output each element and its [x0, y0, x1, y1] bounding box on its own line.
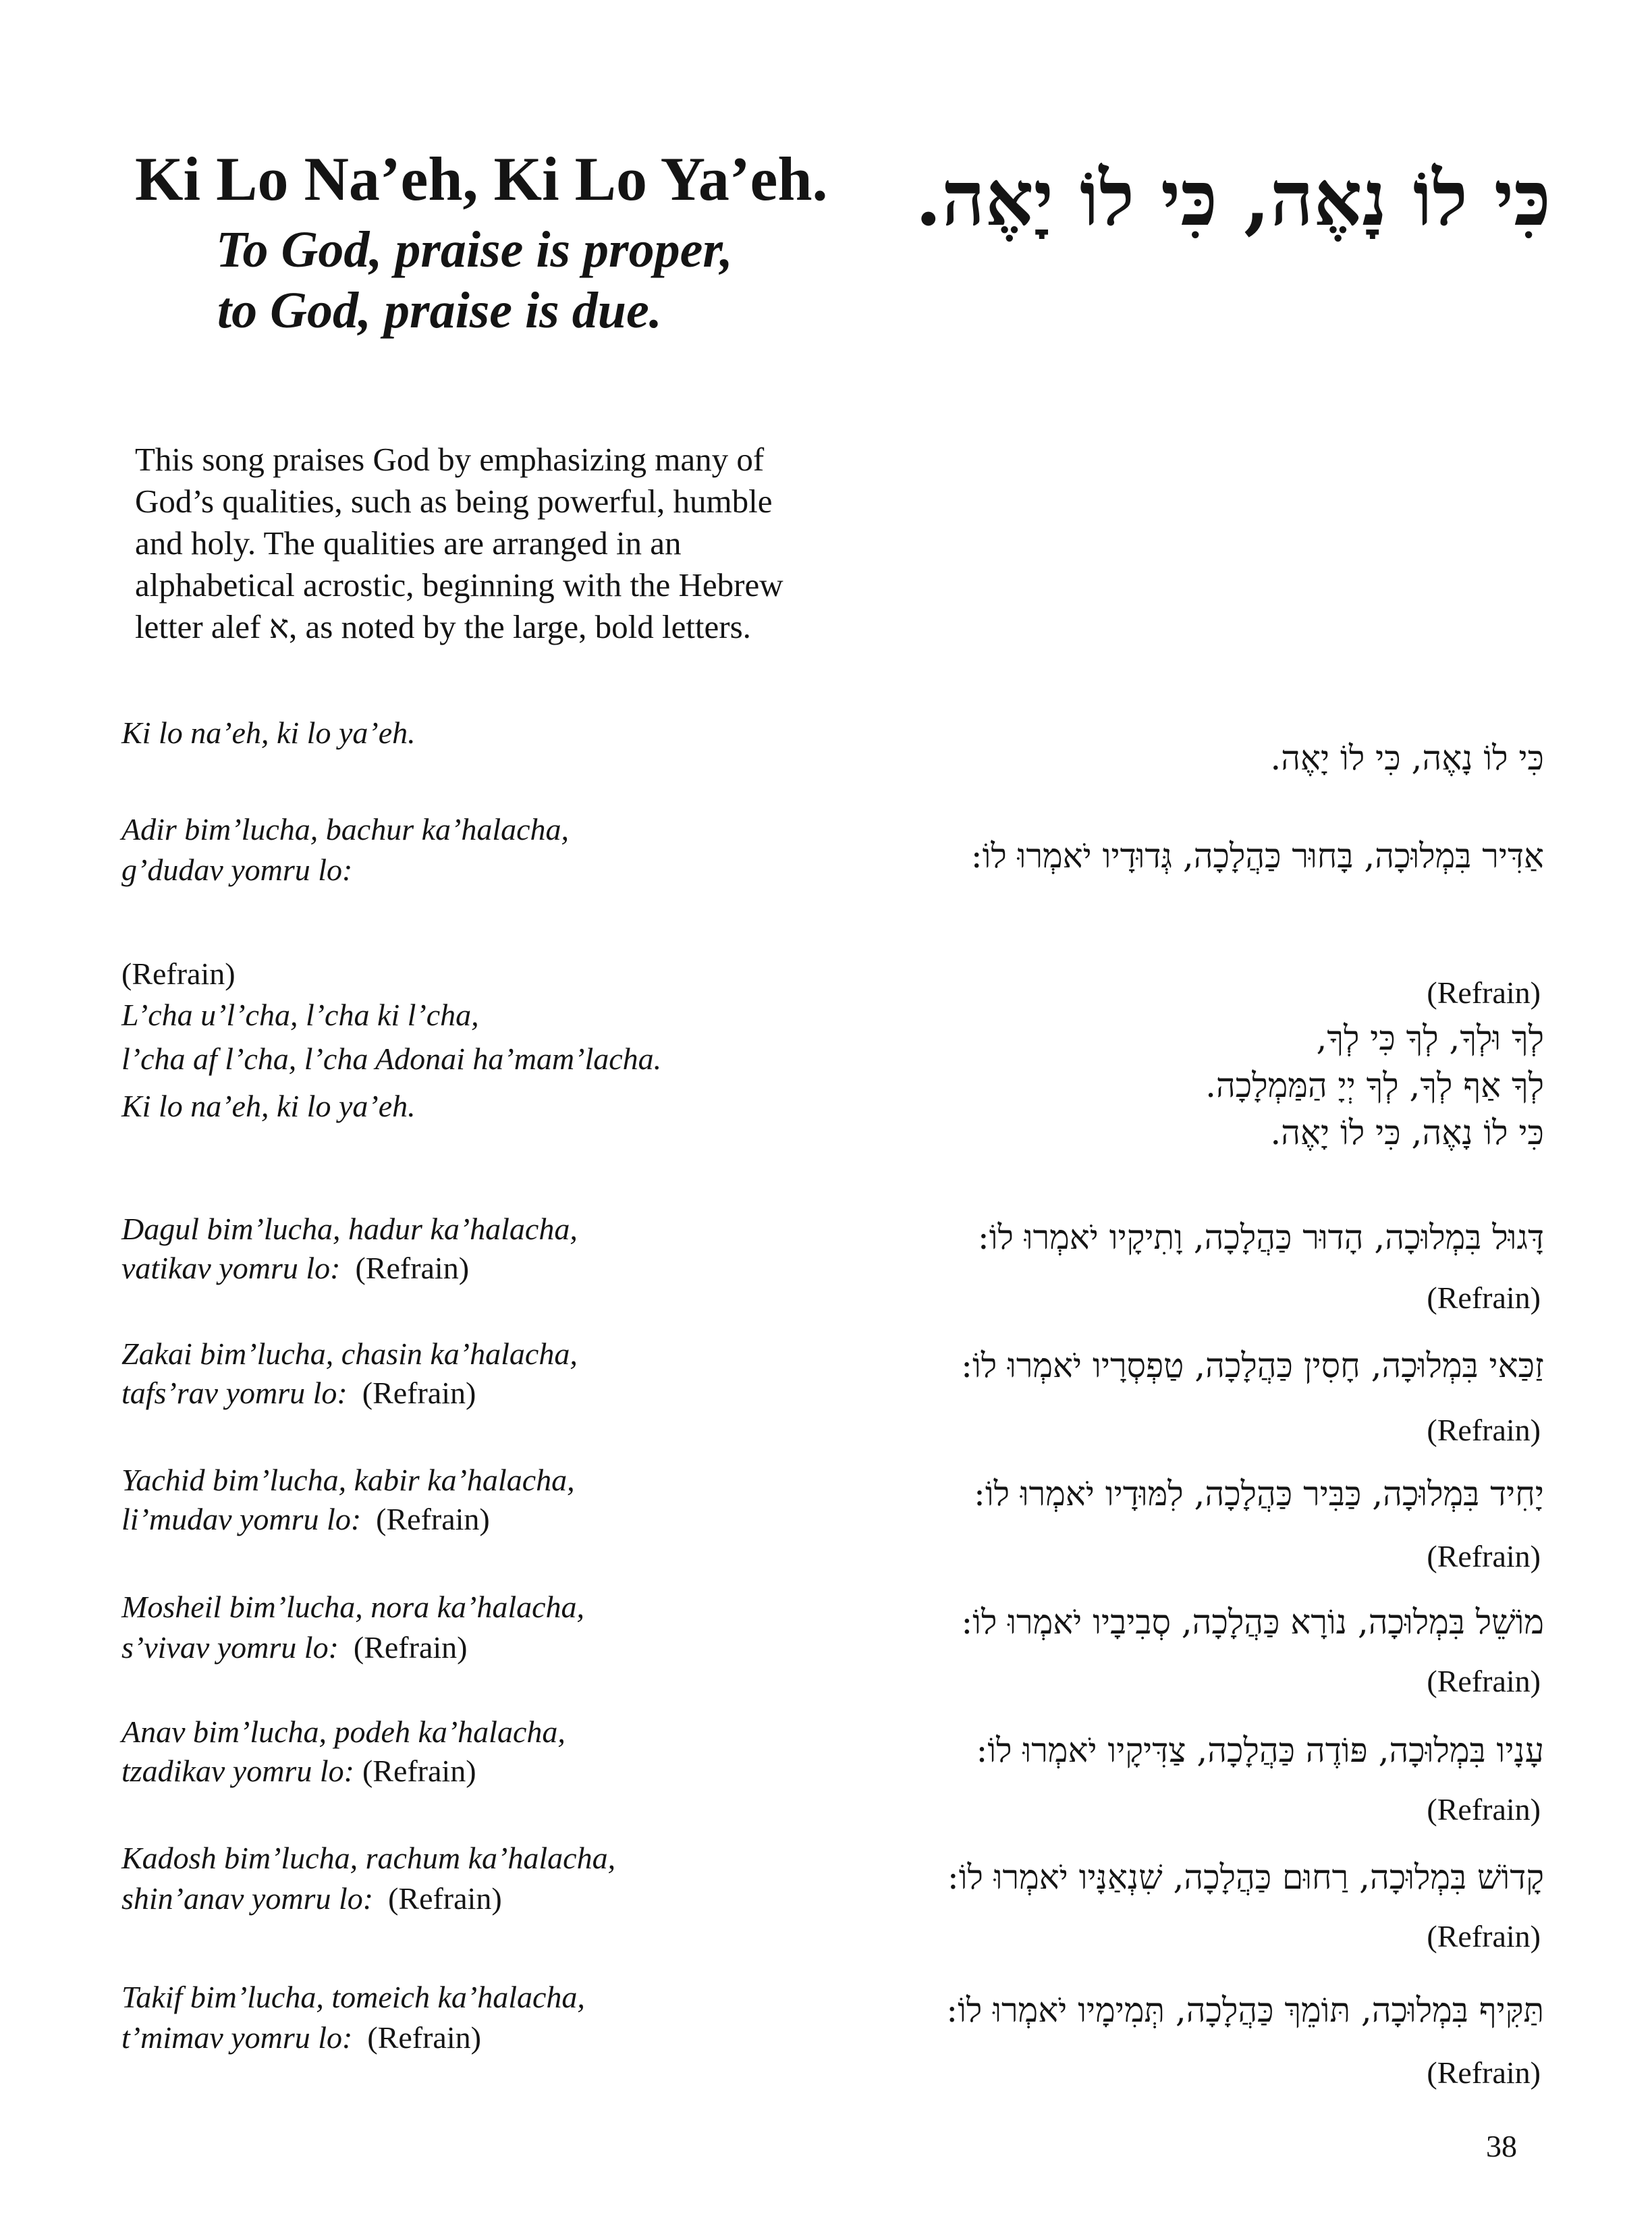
opening-hebrew: כִּי לוֹ נָאֶה, כִּי לוֹ יָאֶה.: [1270, 738, 1544, 778]
title-hebrew: כִּי לוֹ נָאֶה, כִּי לוֹ יָאֶה.: [915, 155, 1551, 243]
refrain-tag-hebrew-side: (Refrain): [1427, 1280, 1541, 1315]
refrain-label-right: (Refrain): [1427, 975, 1541, 1010]
verse1-translit-line-1: Adir bim’lucha, bachur ka’halacha,: [121, 812, 570, 846]
verse-hebrew: מוֹשֵׁל בִּמְלוּכָה, נוֹרָא כַּהֲלָכָה, סְבִיבָיו יֹאמְרוּ לוֹ:: [961, 1602, 1544, 1642]
refrain-tag: (Refrain): [367, 2020, 481, 2055]
verse-hebrew: יָחִיד בִּמְלוּכָה, כַּבִּיר כַּהֲלָכָה, לִמּוּדָיו יֹאמְרוּ לוֹ:: [973, 1474, 1544, 1513]
verse-translit-line-2: shin’anav yomru lo: (Refrain): [121, 1881, 502, 1916]
subtitle-line-1: To God, praise is proper,: [216, 221, 733, 278]
verse1-translit-line-2: g’dudav yomru lo:: [121, 853, 353, 887]
refrain-hebrew-line-1: לְךָ וּלְךָ, לְךָ כִּי לְךָ,: [1316, 1019, 1544, 1058]
refrain-hebrew-line-2: לְךָ אַף לְךָ, לְךָ יְיָ הַמַּמְלָכָה.: [1205, 1066, 1544, 1105]
refrain-tag-hebrew-side: (Refrain): [1427, 1919, 1541, 1953]
title-english: Ki Lo Na’eh, Ki Lo Ya’eh.: [135, 144, 828, 213]
refrain-tag: (Refrain): [376, 1502, 490, 1536]
verse-translit-line-1: Zakai bim’lucha, chasin ka’halacha,: [121, 1336, 578, 1371]
refrain-translit-line-3: Ki lo na’eh, ki lo ya’eh.: [121, 1089, 416, 1123]
verse-translit-line-1: Anav bim’lucha, podeh ka’halacha,: [121, 1714, 566, 1749]
refrain-tag: (Refrain): [355, 1251, 470, 1285]
verse-translit-line-2: li’mudav yomru lo: (Refrain): [121, 1502, 490, 1536]
intro-paragraph: This song praises God by emphasizing many of God’s qualities, such as being powerful, humble and holy. The qualities are arranged in an alphabetical acrostic, beginning with the Hebrew letter alef א, as noted by the large, bold letters.: [135, 441, 783, 645]
refrain-tag: (Refrain): [362, 1376, 476, 1410]
subtitle-line-2: to God, praise is due.: [217, 282, 662, 339]
verse-translit-line-1: Takif bim’lucha, tomeich ka’halacha,: [121, 1980, 585, 2014]
refrain-tag: (Refrain): [388, 1881, 502, 1916]
verse-hebrew: זַכַּאי בִּמְלוּכָה, חָסִין כַּהֲלָכָה, טַפְסְרָיו יֹאמְרוּ לוֹ:: [961, 1346, 1544, 1385]
verse-translit-line-1: Dagul bim’lucha, hadur ka’halacha,: [121, 1212, 578, 1246]
title-english-text: Ki Lo Na’eh, Ki Lo Ya’eh: [135, 144, 813, 213]
refrain-tag: (Refrain): [362, 1754, 476, 1788]
verse-translit-line-2: tafs’rav yomru lo: (Refrain): [121, 1376, 476, 1410]
verse-translit-line-2: s’vivav yomru lo: (Refrain): [121, 1630, 468, 1665]
refrain-tag: (Refrain): [353, 1630, 468, 1665]
verse-hebrew: קָדוֹשׁ בִּמְלוּכָה, רַחוּם כַּהֲלָכָה, שִׁנְאַנָּיו יֹאמְרוּ לוֹ:: [947, 1858, 1544, 1897]
verse-translit-line-2: tzadikav yomru lo: (Refrain): [121, 1754, 476, 1788]
refrain-translit-line-2: l’cha af l’cha, l’cha Adonai ha’mam’lacha.: [121, 1042, 662, 1076]
refrain-tag-hebrew-side: (Refrain): [1427, 1413, 1541, 1447]
verse-hebrew: תַּקִּיף בִּמְלוּכָה, תּוֹמֵךְ כַּהֲלָכָה, תְּמִימָיו יֹאמְרוּ לוֹ:: [946, 1991, 1544, 2030]
verse1-hebrew: אַדִּיר בִּמְלוּכָה, בָּחוּר כַּהֲלָכָה, גְּדוּדָיו יֹאמְרוּ לוֹ:: [970, 836, 1544, 875]
verse-translit-line-2: t’mimav yomru lo: (Refrain): [121, 2020, 481, 2055]
refrain-tag-hebrew-side: (Refrain): [1427, 1539, 1541, 1573]
refrain-tag-hebrew-side: (Refrain): [1427, 1664, 1541, 1698]
refrain-label-left: (Refrain): [121, 956, 236, 991]
opening-translit: Ki lo na’eh, ki lo ya’eh.: [121, 716, 416, 750]
verse-translit-line-1: Mosheil bim’lucha, nora ka’halacha,: [121, 1590, 585, 1624]
verse-hebrew: דָּגוּל בִּמְלוּכָה, הָדוּר כַּהֲלָכָה, וָתִיקָיו יֹאמְרוּ לוֹ:: [977, 1218, 1544, 1257]
refrain-translit-line-1: L’cha u’l’cha, l’cha ki l’cha,: [121, 998, 479, 1032]
verse-hebrew: עָנָיו בִּמְלוּכָה, פּוֹדֶה כַּהֲלָכָה, צַדִּיקָיו יֹאמְרוּ לוֹ:: [976, 1731, 1544, 1770]
refrain-tag-hebrew-side: (Refrain): [1427, 2055, 1541, 2090]
refrain-hebrew-line-3: כִּי לוֹ נָאֶה, כִּי לוֹ יָאֶה.: [1270, 1113, 1544, 1152]
verse-translit-line-1: Kadosh bim’lucha, rachum ka’halacha,: [121, 1841, 616, 1875]
verse-translit-line-2: vatikav yomru lo: (Refrain): [121, 1251, 470, 1285]
verse-translit-line-1: Yachid bim’lucha, kabir ka’halacha,: [121, 1463, 575, 1497]
page-number: 38: [1486, 2129, 1517, 2163]
refrain-tag-hebrew-side: (Refrain): [1427, 1792, 1541, 1827]
